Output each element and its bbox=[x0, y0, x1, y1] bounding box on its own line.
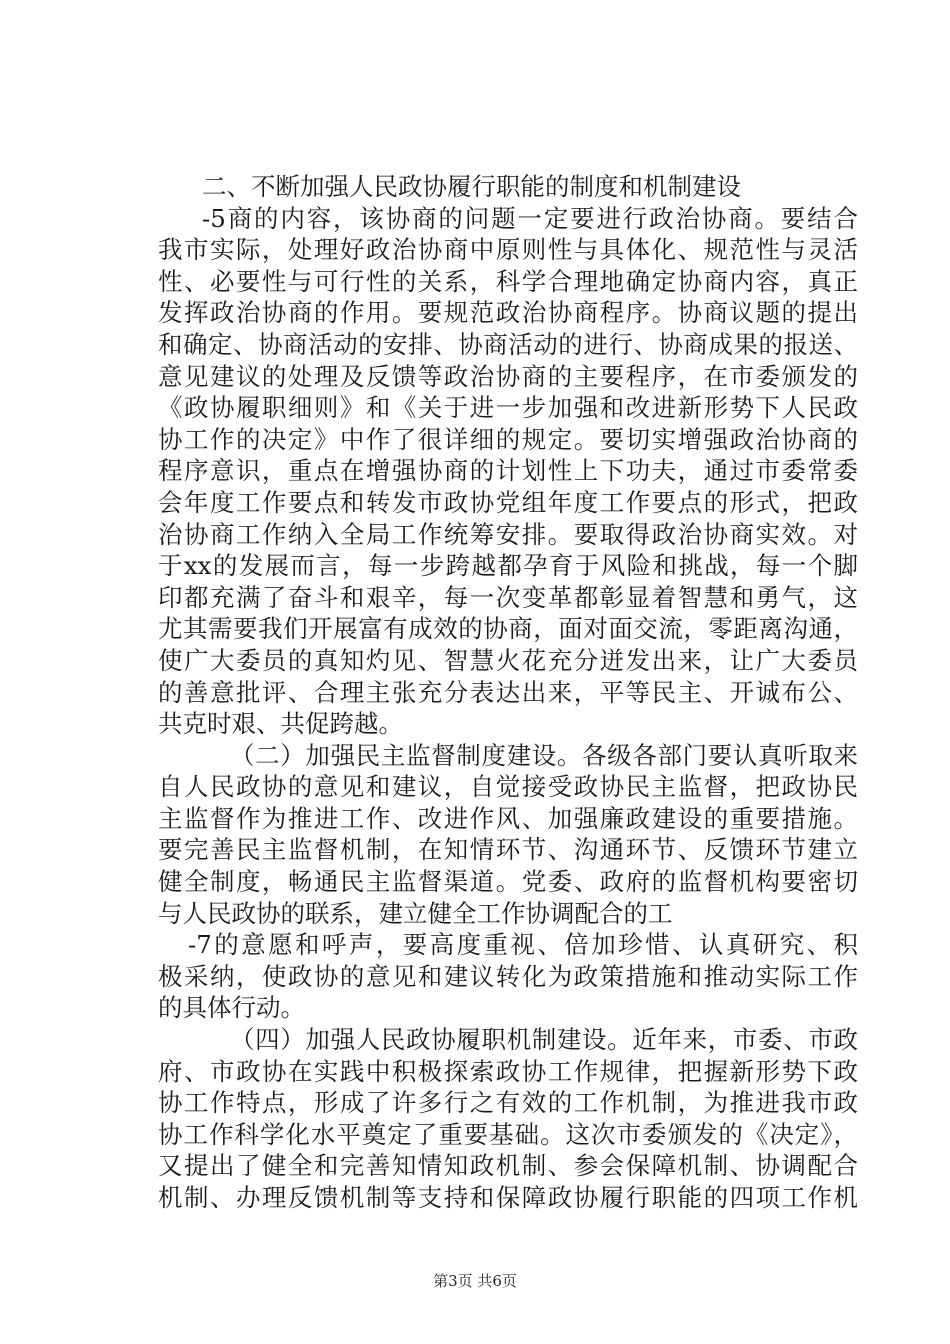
text-line: 和确定、协商活动的安排、协商活动的进行、协商成果的报送、 bbox=[158, 329, 858, 359]
text-line: 二、不断加强人民政协履行职能的制度和机制建设 bbox=[202, 172, 741, 201]
text-line: 协工作科学化水平奠定了重要基础。这次市委颁发的《决定》， bbox=[158, 1119, 858, 1149]
text-line: 会年度工作要点和转发市政协党组年度工作要点的形式，把政 bbox=[158, 487, 858, 517]
text-line: 意见建议的处理及反馈等政治协商的主要程序，在市委颁发的 bbox=[158, 361, 858, 391]
page-footer: 第3页 共6页 bbox=[433, 1272, 517, 1290]
text-line: 健全制度，畅通民主监督渠道。党委、政府的监督机构要密切 bbox=[158, 867, 858, 897]
text-line: 印都充满了奋斗和艰辛，每一次变革都彰显着智慧和勇气，这 bbox=[158, 582, 858, 612]
text-line: 主监督作为推进工作、改进作风、加强廉政建设的重要措施。 bbox=[158, 803, 858, 833]
text-line: 的具体行动。 bbox=[158, 993, 305, 1023]
text-line: 治协商工作纳入全局工作统筹安排。要取得政治协商实效。对 bbox=[158, 519, 858, 549]
text-line: 使广大委员的真知灼见、智慧火花充分迸发出来，让广大委员 bbox=[158, 645, 858, 675]
text-line: 又提出了健全和完善知情知政机制、参会保障机制、协调配合 bbox=[158, 1151, 858, 1181]
text-line: 发挥政治协商的作用。要规范政治协商程序。协商议题的提出 bbox=[158, 298, 858, 328]
document-body bbox=[158, 171, 858, 1214]
text-line: 于xx的发展而言，每一步跨越都孕育于风险和挑战，每一个脚 bbox=[158, 551, 858, 581]
text-line: 协工作特点，形成了许多行之有效的工作机制，为推进我市政 bbox=[158, 1088, 858, 1118]
text-line: 府、市政协在实践中积极探索政协工作规律，把握新形势下政 bbox=[158, 1056, 858, 1086]
text-line: 极采纳，使政协的意见和建议转化为政策措施和推动实际工作 bbox=[158, 961, 858, 991]
text-line: 我市实际，处理好政治协商中原则性与具体化、规范性与灵活 bbox=[158, 235, 858, 265]
text-line: 的善意批评、合理主张充分表达出来，平等民主、开诚布公、 bbox=[158, 677, 858, 707]
text-line: 协工作的决定》中作了很详细的规定。要切实增强政治协商的 bbox=[158, 424, 858, 454]
text-line: 自人民政协的意见和建议，自觉接受政协民主监督，把政协民 bbox=[158, 772, 858, 802]
text-line: 《政协履职细则》和《关于进一步加强和改进新形势下人民政 bbox=[158, 393, 858, 423]
text-line: 与人民政协的联系，建立健全工作协调配合的工 bbox=[158, 898, 673, 928]
text-line: （二）加强民主监督制度建设。各级各部门要认真听取来 bbox=[230, 740, 858, 770]
text-line: 要完善民主监督机制，在知情环节、沟通环节、反馈环节建立 bbox=[158, 835, 858, 865]
text-line: 性、必要性与可行性的关系，科学合理地确定协商内容，真正 bbox=[158, 266, 858, 296]
text-line: 共克时艰、共促跨越。 bbox=[158, 709, 403, 739]
text-line: （四）加强人民政协履职机制建设。近年来，市委、市政 bbox=[230, 1025, 858, 1055]
text-line: 机制、办理反馈机制等支持和保障政协履行职能的四项工作机 bbox=[158, 1183, 858, 1212]
text-line: 尤其需要我们开展富有成效的协商，面对面交流，零距离沟通， bbox=[158, 614, 858, 644]
text-line: 程序意识，重点在增强协商的计划性上下功夫，通过市委常委 bbox=[158, 456, 858, 486]
text-line: -5商的内容，该协商的问题一定要进行政治协商。要结合 bbox=[202, 203, 858, 233]
text-line: -7的意愿和呼声，要高度重视、倍加珍惜、认真研究、积 bbox=[188, 930, 858, 960]
